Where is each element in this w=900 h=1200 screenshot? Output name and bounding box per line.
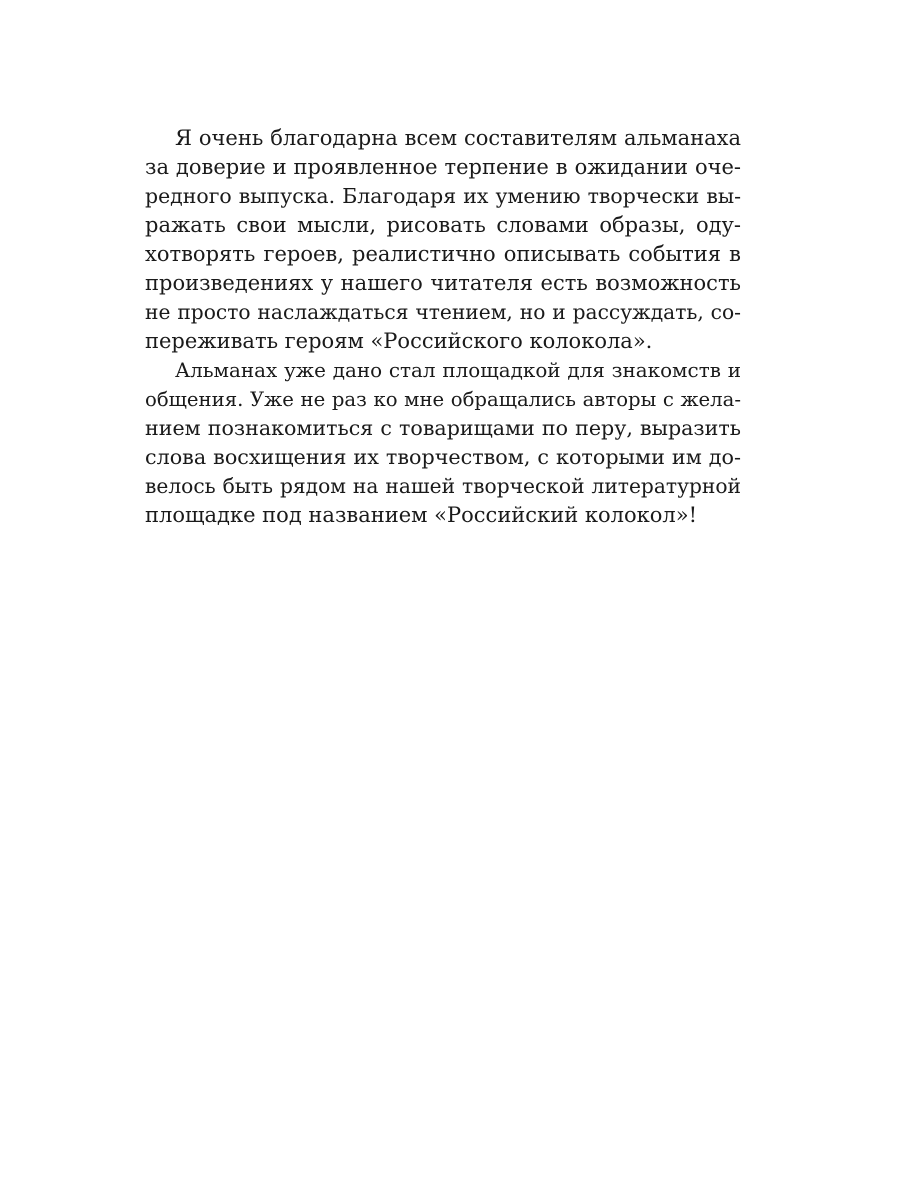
text-line: переживать героям «Российского колокола». bbox=[145, 329, 653, 353]
text-line: не просто наслаждаться чтением, но и рассуждать, со- bbox=[145, 300, 741, 324]
text-line: слова восхищения их творчеством, с которыми им до- bbox=[145, 445, 741, 469]
text-line: Альманах уже дано стал площадкой для знакомств и bbox=[175, 359, 741, 382]
text-line: за доверие и проявленное терпение в ожидании оче- bbox=[145, 155, 741, 179]
paragraph-2 bbox=[145, 356, 741, 530]
text-line: нием познакомиться с товарищами по перу, выразить bbox=[145, 416, 741, 440]
text-line: площадке под названием «Российский колокол»! bbox=[145, 503, 698, 527]
text-line: хотворять героев, реалистично описывать события в bbox=[145, 242, 741, 266]
text-line: велось быть рядом на нашей творческой литературной bbox=[145, 474, 741, 498]
text-line: Я очень благодарна всем составителям альманаха bbox=[175, 126, 741, 150]
text-line: общения. Уже не раз ко мне обращались авторы с жела- bbox=[145, 388, 741, 411]
paragraph-1 bbox=[145, 124, 741, 356]
text-line: ражать свои мысли, рисовать словами образы, оду- bbox=[145, 213, 741, 237]
body-text bbox=[145, 124, 741, 530]
text-line: редного выпуска. Благодаря их умению творчески вы- bbox=[145, 184, 741, 208]
text-line: произведениях у нашего читателя есть возможность bbox=[145, 271, 741, 295]
